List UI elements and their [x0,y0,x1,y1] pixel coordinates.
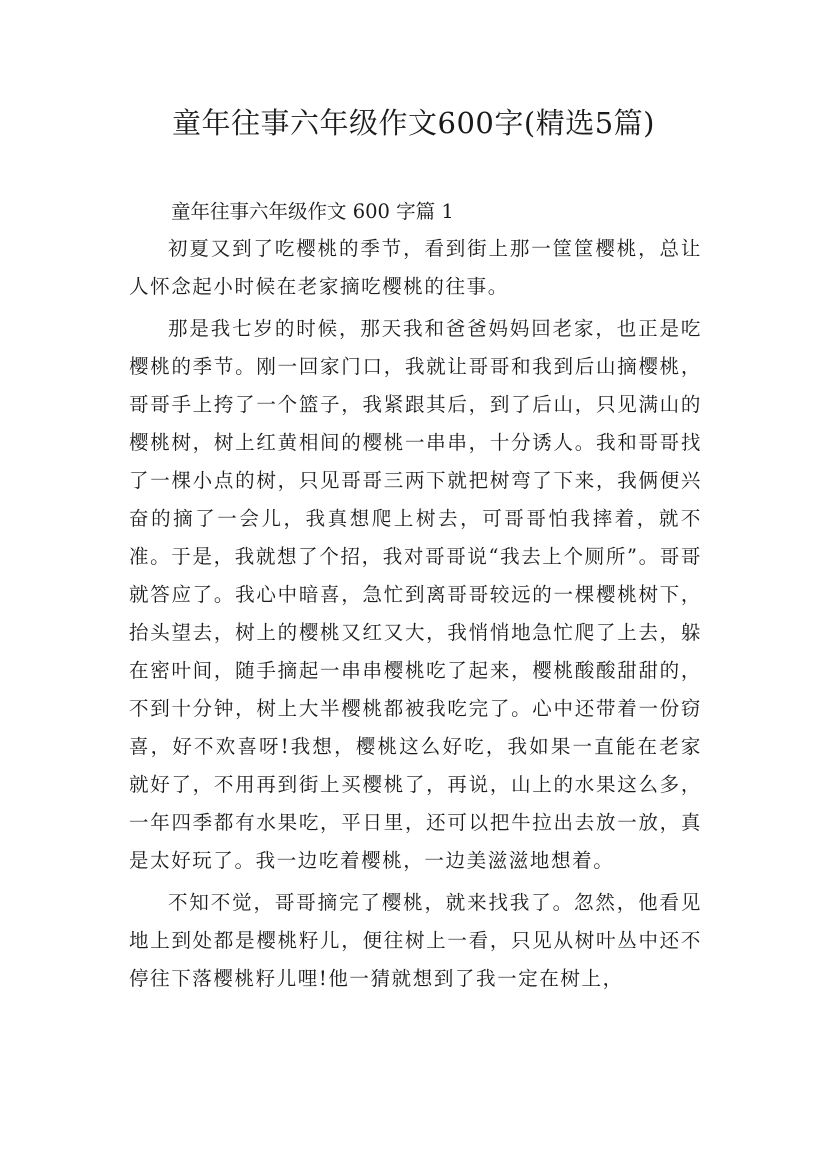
document-body [129,194,702,998]
paragraph-3: 不知不觉，哥哥摘完了樱桃，就来找我了。忽然，他看见地上到处都是樱桃籽儿，便往树上一看，只见从树叶丛中还不停往下落樱桃籽儿哩!他一猜就想到了我一定在树上， [129,891,702,990]
paragraph-1: 初夏又到了吃樱桃的季节，看到街上那一筐筐樱桃，总让人怀念起小时候在老家摘吃樱桃的往事。 [129,237,702,298]
section-heading: 童年往事六年级作文 600 字篇 1 [171,200,454,223]
paragraph-2: 那是我七岁的时候，那天我和爸爸妈妈回老家，也正是吃樱桃的季节。刚一回家门口，我就让哥哥和我到后山摘樱桃，哥哥手上挎了一个篮子，我紧跟其后，到了后山，只见满山的樱桃树，树上红黄相间的樱桃一串串，十分诱人。我和哥哥找了一棵小点的树，只见哥哥三两下就把树弯了下来，我俩便兴奋的摘了一会儿，我真想爬上树去，可哥哥怕我摔着，就不准。于是，我就想了个招，我对哥哥说“我去上个厕所”。哥哥就答应了。我心中暗喜，急忙到离哥哥较远的一棵樱桃树下，抬头望去，树上的樱桃又红又大，我悄悄地急忙爬了上去，躲在密叶间，随手摘起一串串樱桃吃了起来，樱桃酸酸甜甜的，不到十分钟，树上大半樱桃都被我吃完了。心中还带着一份窃喜，好不欢喜呀!我想，樱桃这么好吃，我如果一直能在老家就好了，不用再到街上买樱桃了，再说，山上的水果这么多，一年四季都有水果吃，平日里，还可以把牛拉出去放一放，真是太好玩了。我一边吃着樱桃，一边美滋滋地想着。 [129,317,702,872]
document-title: 童年往事六年级作文600字(精选5篇) [172,106,655,140]
